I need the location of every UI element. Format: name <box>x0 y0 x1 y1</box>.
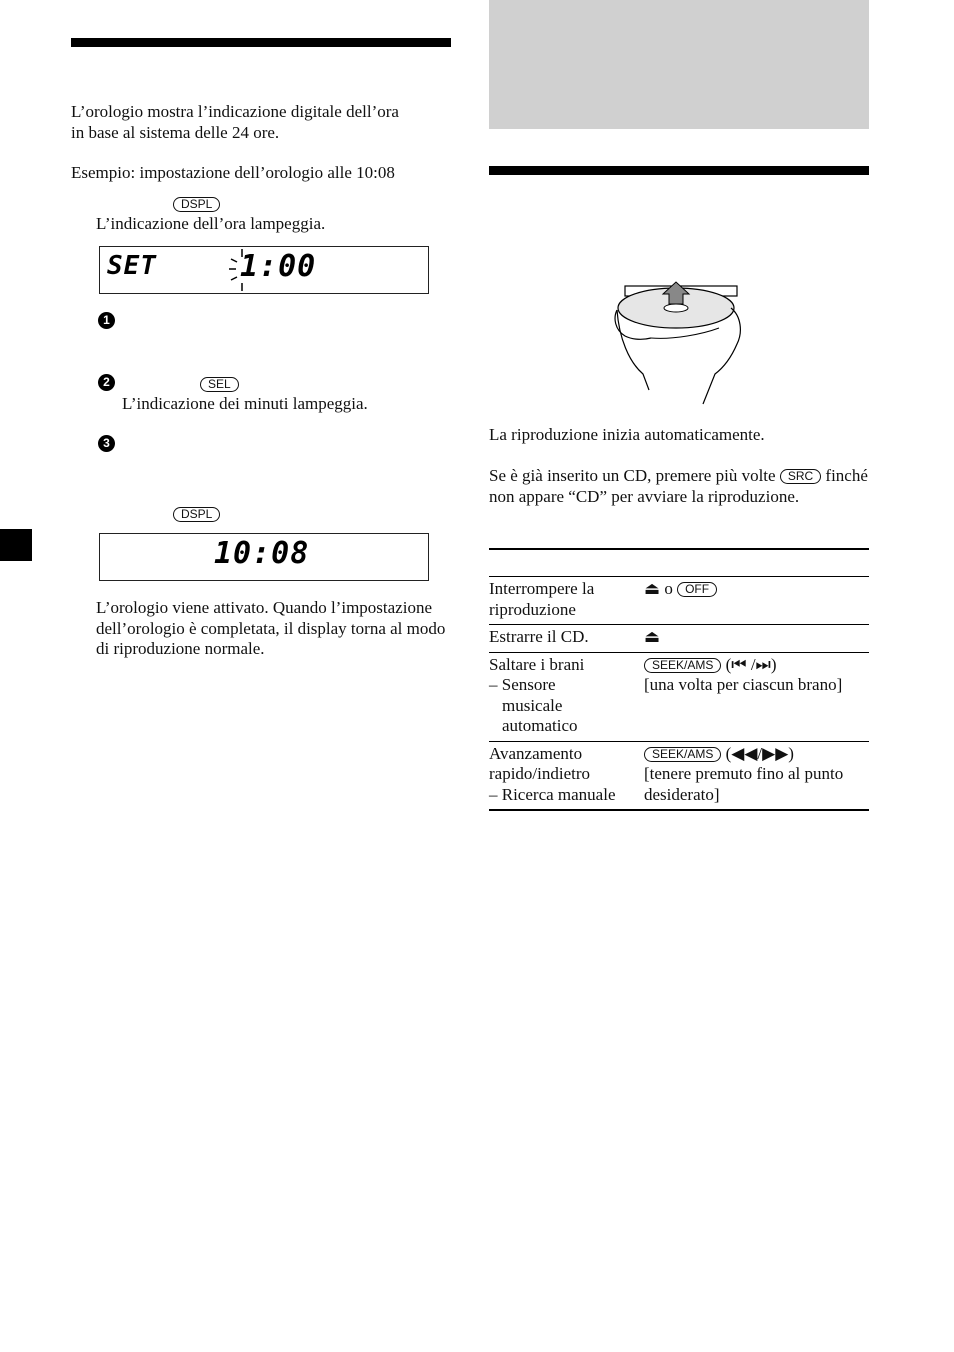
table-row <box>489 652 869 741</box>
row-control <box>644 577 869 625</box>
seek-ams-button: SEEK/AMS <box>644 658 721 673</box>
left-section-rule <box>71 38 451 47</box>
dspl-button-1 <box>173 194 220 215</box>
search-arrows: (◀◀/▶▶) <box>725 743 794 763</box>
table-row <box>489 625 869 653</box>
cd-insert-illustration <box>603 278 753 410</box>
row-action <box>489 741 644 810</box>
sel-button <box>200 374 239 395</box>
lcd-display-set <box>99 246 429 294</box>
action-line: – Sensore <box>489 675 556 694</box>
skip-arrows: (⏮ /⏭) <box>725 654 777 674</box>
step-number-3: 3 <box>98 435 115 452</box>
action-line: Avanzamento <box>489 743 583 763</box>
row-action: Estrarre il CD. <box>489 625 644 653</box>
row-control <box>644 625 869 653</box>
auto-play-text: La riproduzione inizia automaticamente. <box>489 425 765 444</box>
right-section-rule <box>489 166 869 175</box>
operations-table <box>489 576 869 811</box>
table-top-rule <box>489 548 869 550</box>
row-action: Interrompere la riproduzione <box>489 577 644 625</box>
outro-text: L’orologio viene attivato. Quando l’impostazione dell’orologio è completata, il display torna al modo di riproduzione normale. <box>96 598 446 658</box>
dspl-button-label-2: DSPL <box>173 507 220 522</box>
example-text: Esempio: impostazione dell’orologio alle 10:08 <box>71 163 395 182</box>
step-number-1: 1 <box>98 312 115 329</box>
src-button: SRC <box>780 469 821 484</box>
page-tab-marker <box>0 529 32 561</box>
step-number-2: 2 <box>98 374 115 391</box>
off-button: OFF <box>677 582 717 597</box>
row-control <box>644 741 869 810</box>
eject-icon: ⏏ <box>644 627 661 646</box>
lcd-set-label: SET <box>107 251 157 281</box>
intro-text: L’orologio mostra l’indicazione digitale dell’ora in base al sistema delle 24 ore. <box>71 102 399 142</box>
dspl-button-2 <box>173 504 220 525</box>
table-row <box>489 577 869 625</box>
lcd-time-blinking: 1:00 <box>240 249 317 284</box>
already-inserted-text <box>489 466 869 507</box>
row-action <box>489 652 644 741</box>
action-line: rapido/indietro <box>489 764 591 783</box>
step2-text: L’indicazione dei minuti lampeggia. <box>122 394 368 413</box>
control-note: [tenere premuto fino al punto desiderato] <box>644 764 844 804</box>
row-control <box>644 652 869 741</box>
action-line: – Ricerca manuale <box>489 784 616 804</box>
seek-ams-button: SEEK/AMS <box>644 747 721 762</box>
dspl-button-label: DSPL <box>173 197 220 212</box>
section-header-box <box>489 0 869 129</box>
lcd-time-set: 10:08 <box>214 536 310 571</box>
inserted-post: finché non appare “CD” per avviare la riproduzione. <box>489 466 868 506</box>
lcd-display-time <box>99 533 429 581</box>
action-line: automatico <box>502 716 578 735</box>
eject-icon: ⏏ <box>644 579 661 598</box>
action-line: Saltare i brani <box>489 654 585 674</box>
control-note: [una volta per ciascun brano] <box>644 675 843 694</box>
action-line: musicale <box>502 695 563 715</box>
inserted-pre: Se è già inserito un CD, premere più volte <box>489 466 776 485</box>
step1-text: L’indicazione dell’ora lampeggia. <box>96 214 326 233</box>
table-row <box>489 741 869 810</box>
or-text: o <box>664 579 673 598</box>
sel-button-label: SEL <box>200 377 239 392</box>
